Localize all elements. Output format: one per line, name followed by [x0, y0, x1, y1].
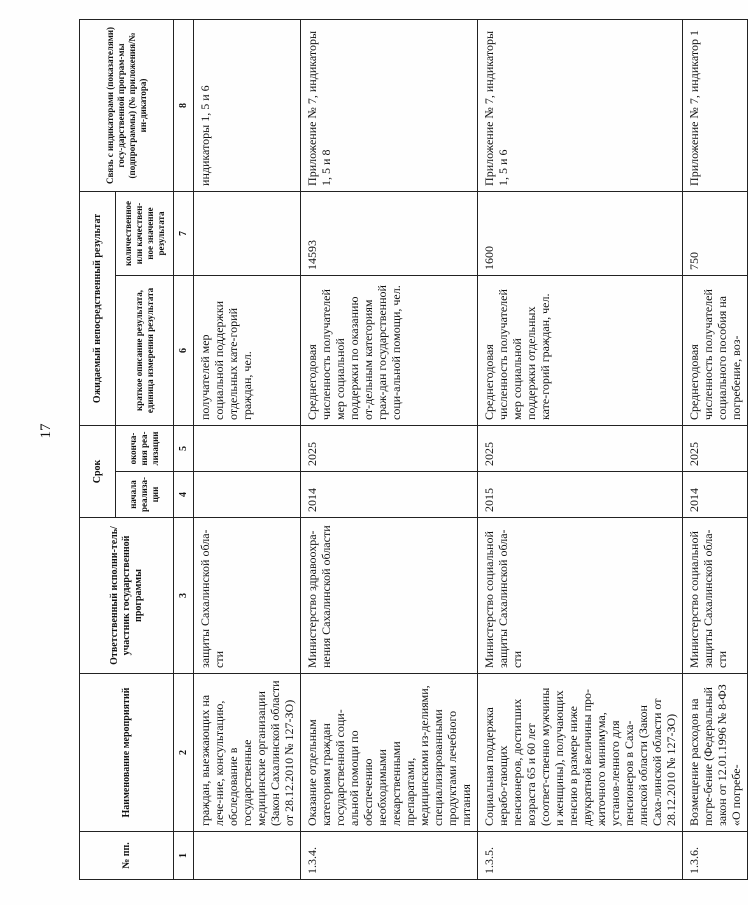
row-result-value: 1600	[478, 191, 683, 275]
row-result-desc: получателей мер социальной поддержки отдельных кате-горий граждан, чел.	[194, 275, 301, 425]
table-row	[478, 19, 683, 879]
row-start: 2015	[478, 472, 683, 518]
header-end: оконча-ния реа-лизации	[116, 425, 174, 471]
table-row	[194, 19, 301, 879]
table-row	[301, 19, 478, 879]
measures-table	[79, 20, 743, 880]
row-num	[194, 832, 301, 880]
header-responsible: Ответственный исполни-тель/участник государственной программы	[80, 518, 174, 674]
row-end: 2025	[478, 425, 683, 471]
row-end: 2025	[683, 425, 748, 471]
row-name: Оказание отдельным категориям граждан государственной соци-альной помощи по обеспечению необходимыми лекарственными препаратами, медицинскими из-делиями, специализированными продуктами лечебного питания	[301, 674, 478, 832]
row-num: 1.3.6.	[683, 832, 748, 880]
column-number: 1	[174, 832, 194, 880]
row-link: Приложение № 7, индикаторы 1, 5 и 8	[301, 19, 478, 191]
header-result-desc: краткое описание результата, единица измерения результата	[116, 275, 174, 425]
column-number: 5	[174, 425, 194, 471]
row-name: Социальная поддержка нерабо-тающих пенсионеров, достигших возраста 65 и 60 лет (соответ-ственно мужчины и женщины), получающих пенсию в размере ниже двукратной величины про-житочного минимума, установ-ленного для пенсионеров в Саха-линской области (Закон Саха-линской области от 28.12.2010 № 127-ЗО)	[478, 674, 683, 832]
row-end	[194, 425, 301, 471]
column-number: 4	[174, 472, 194, 518]
table-row	[683, 19, 748, 879]
row-result-value: 14593	[301, 191, 478, 275]
column-number: 8	[174, 19, 194, 191]
row-responsible: Министерство социальной защиты Сахалинской обла-сти	[683, 518, 748, 674]
row-result-value: 750	[683, 191, 748, 275]
row-result-desc: Среднегодовая численность получателей социального пособия на погребение, воз-	[683, 275, 748, 425]
header-name: Наименование мероприятий	[80, 674, 174, 832]
row-link: индикаторы 1, 5 и 6	[194, 19, 301, 191]
row-start	[194, 472, 301, 518]
row-num: 1.3.4.	[301, 832, 478, 880]
column-number: 6	[174, 275, 194, 425]
row-end: 2025	[301, 425, 478, 471]
header-row-1	[80, 19, 116, 879]
row-name: Возмещение расходов на погре-бение (Федеральный закон от 12.01.1996 № 8-ФЗ «О погребе-	[683, 674, 748, 832]
row-result-value	[194, 191, 301, 275]
header-num: № пп.	[80, 832, 174, 880]
header-result: Ожидаемый непосредственный результат	[80, 191, 116, 425]
row-name: граждан, выезжающих на лече-ние, консультацию, обследование в государственные медицинские организации (Закон Сахалинской области от 28.12.2010 № 127-ЗО)	[194, 674, 301, 832]
row-responsible: защиты Сахалинской обла-сти	[194, 518, 301, 674]
row-start: 2014	[301, 472, 478, 518]
header-result-value: количественное или качествен-ное значение результата	[116, 191, 174, 275]
page-number: 17	[38, 423, 54, 439]
row-responsible: Министерство здравоохра-нения Сахалинской области	[301, 518, 478, 674]
row-result-desc: Среднегодовая численность получателей мер социальной поддержки по оказанию от-дельным категориям граж-дан государственной соци-альной помощи, чел.	[301, 275, 478, 425]
row-num: 1.3.5.	[478, 832, 683, 880]
column-number: 7	[174, 191, 194, 275]
row-start: 2014	[683, 472, 748, 518]
row-responsible: Министерство социальной защиты Сахалинской обла-сти	[478, 518, 683, 674]
header-term: Срок	[80, 425, 116, 517]
row-result-desc: Среднегодовая численность получателей мер социальной поддержки отдельных кате-горий граждан, чел.	[478, 275, 683, 425]
row-link: Приложение № 7, индикаторы 1, 5 и 6	[478, 19, 683, 191]
header-link: Связь с индикаторами (показателями) госу-дарственной програм-мы (подпрограммы) (№ приложения/№ ин-дикатора)	[80, 19, 174, 191]
header-start: начала реализа-ции	[116, 472, 174, 518]
row-link: Приложение № 7, индикатор 1	[683, 19, 748, 191]
column-numbers-row	[174, 19, 194, 879]
column-number: 3	[174, 518, 194, 674]
column-number: 2	[174, 674, 194, 832]
